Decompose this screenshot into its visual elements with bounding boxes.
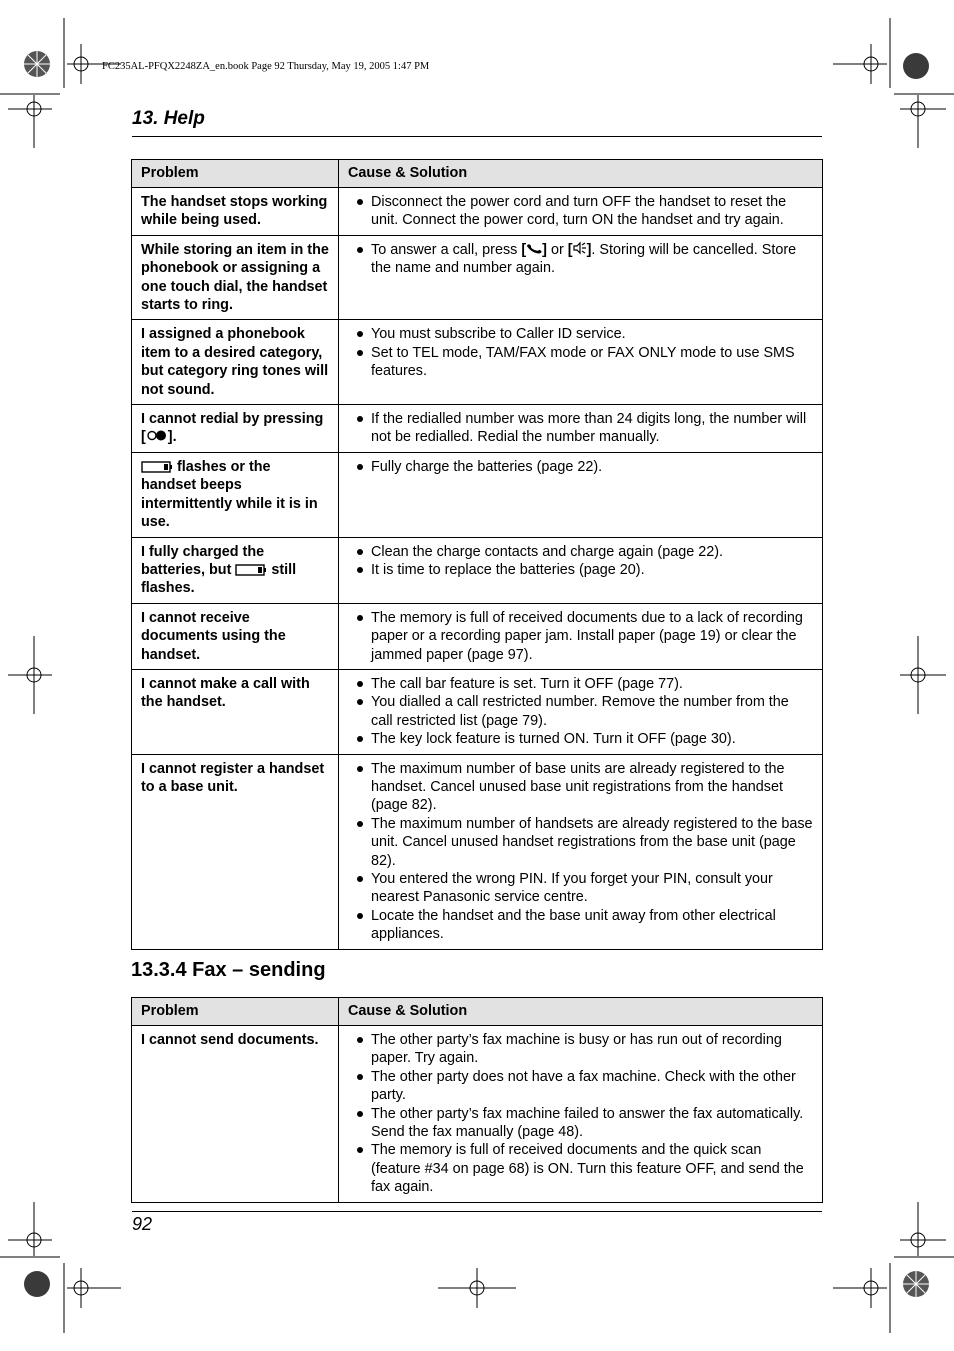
- battery-icon: [235, 564, 267, 576]
- cause-item: Fully charge the batteries (page 22).: [348, 458, 813, 476]
- cause-cell: [339, 320, 823, 405]
- cause-item: Set to TEL mode, TAM/FAX mode or FAX ONLY mode to use SMS features.: [348, 344, 813, 381]
- troubleshooting-table: [131, 159, 823, 950]
- cause-cell: [339, 1026, 823, 1203]
- battery-icon: [141, 461, 173, 473]
- speakerphone-key-icon: [573, 241, 587, 255]
- cause-cell: [339, 537, 823, 603]
- table-row: [132, 188, 823, 236]
- talk-key-icon: [526, 241, 542, 255]
- problem-cell: I cannot register a handset to a base unit.: [132, 754, 339, 949]
- table-row: [132, 754, 823, 949]
- problem-cell: The handset stops working while being used.: [132, 188, 339, 236]
- cause-cell: [339, 603, 823, 669]
- cause-cell: [339, 235, 823, 320]
- cause-item: You entered the wrong PIN. If you forget your PIN, consult your nearest Panasonic service centre.: [348, 870, 813, 907]
- cause-header: Cause & Solution: [339, 160, 823, 188]
- cause-cell: [339, 405, 823, 453]
- problem-cell: I cannot make a call with the handset.: [132, 669, 339, 754]
- cause-item: To answer a call, press [ ] or [ ]. Storing will be cancelled. Store the name and number again.: [348, 241, 813, 278]
- table-row: [132, 603, 823, 669]
- problem-cell: While storing an item in the phonebook or assigning a one touch dial, the handset starts to ring.: [132, 235, 339, 320]
- table-row: [132, 405, 823, 453]
- cause-item: The memory is full of received documents due to a lack of recording paper or a recording paper jam. Install paper (page 19) or clear the jammed paper (page 97).: [348, 609, 813, 664]
- problem-header: Problem: [132, 998, 339, 1026]
- problem-cell: flashes or the handset beeps intermittently while it is in use.: [132, 452, 339, 537]
- fax-sending-table: [131, 997, 823, 1203]
- table-row: [132, 669, 823, 754]
- table-row: [132, 320, 823, 405]
- table-row: [132, 537, 823, 603]
- problem-cell: I fully charged the batteries, but still flashes.: [132, 537, 339, 603]
- cause-item: You must subscribe to Caller ID service.: [348, 325, 813, 343]
- cause-cell: [339, 754, 823, 949]
- problem-header: Problem: [132, 160, 339, 188]
- cause-item: The call bar feature is set. Turn it OFF (page 77).: [348, 675, 813, 693]
- table-row: [132, 235, 823, 320]
- cause-item: You dialled a call restricted number. Remove the number from the call restricted list (page 79).: [348, 693, 813, 730]
- cause-cell: [339, 188, 823, 236]
- cause-header: Cause & Solution: [339, 998, 823, 1026]
- section-header: [132, 108, 822, 137]
- problem-cell: I assigned a phonebook item to a desired category, but category ring tones will not sound.: [132, 320, 339, 405]
- cause-item: The other party’s fax machine is busy or has run out of recording paper. Try again.: [348, 1031, 813, 1068]
- redial-key-icon: [146, 429, 168, 442]
- problem-cell: I cannot send documents.: [132, 1026, 339, 1203]
- cause-item: The maximum number of base units are already registered to the handset. Cancel unused base unit registrations from the handset (page 82).: [348, 760, 813, 815]
- cause-item: Locate the handset and the base unit away from other electrical appliances.: [348, 907, 813, 944]
- section-title: 13. Help: [132, 108, 205, 129]
- cause-item: Clean the charge contacts and charge again (page 22).: [348, 543, 813, 561]
- cause-item: The other party does not have a fax machine. Check with the other party.: [348, 1068, 813, 1105]
- cause-item: The memory is full of received documents and the quick scan (feature #34 on page 68) is ON. Turn this feature OFF, and send the fax again.: [348, 1141, 813, 1196]
- fax-sending-heading: 13.3.4 Fax – sending: [131, 959, 326, 981]
- cause-item: Disconnect the power cord and turn OFF the handset to reset the unit. Connect the power cord, turn ON the handset and try again.: [348, 193, 813, 230]
- table-row: [132, 1026, 823, 1203]
- cause-item: The key lock feature is turned ON. Turn it OFF (page 30).: [348, 730, 813, 748]
- cause-item: The maximum number of handsets are already registered to the base unit. Cancel unused handset registrations from the base unit (page 82).: [348, 815, 813, 870]
- cause-item: The other party’s fax machine failed to answer the fax automatically. Send the fax manually (page 48).: [348, 1105, 813, 1142]
- table-header-row: [132, 160, 823, 188]
- table-row: [132, 452, 823, 537]
- problem-cell: I cannot redial by pressing [ ].: [132, 405, 339, 453]
- cause-cell: [339, 452, 823, 537]
- cause-item: It is time to replace the batteries (page 20).: [348, 561, 813, 579]
- cause-item: If the redialled number was more than 24 digits long, the number will not be redialled. Redial the number manually.: [348, 410, 813, 447]
- table-header-row: [132, 998, 823, 1026]
- problem-cell: I cannot receive documents using the handset.: [132, 603, 339, 669]
- cause-cell: [339, 669, 823, 754]
- page-number: 92: [132, 1214, 153, 1234]
- page-footer: [132, 1211, 822, 1235]
- print-slug: FC235AL-PFQX2248ZA_en.book Page 92 Thursday, May 19, 2005 1:47 PM: [102, 61, 430, 72]
